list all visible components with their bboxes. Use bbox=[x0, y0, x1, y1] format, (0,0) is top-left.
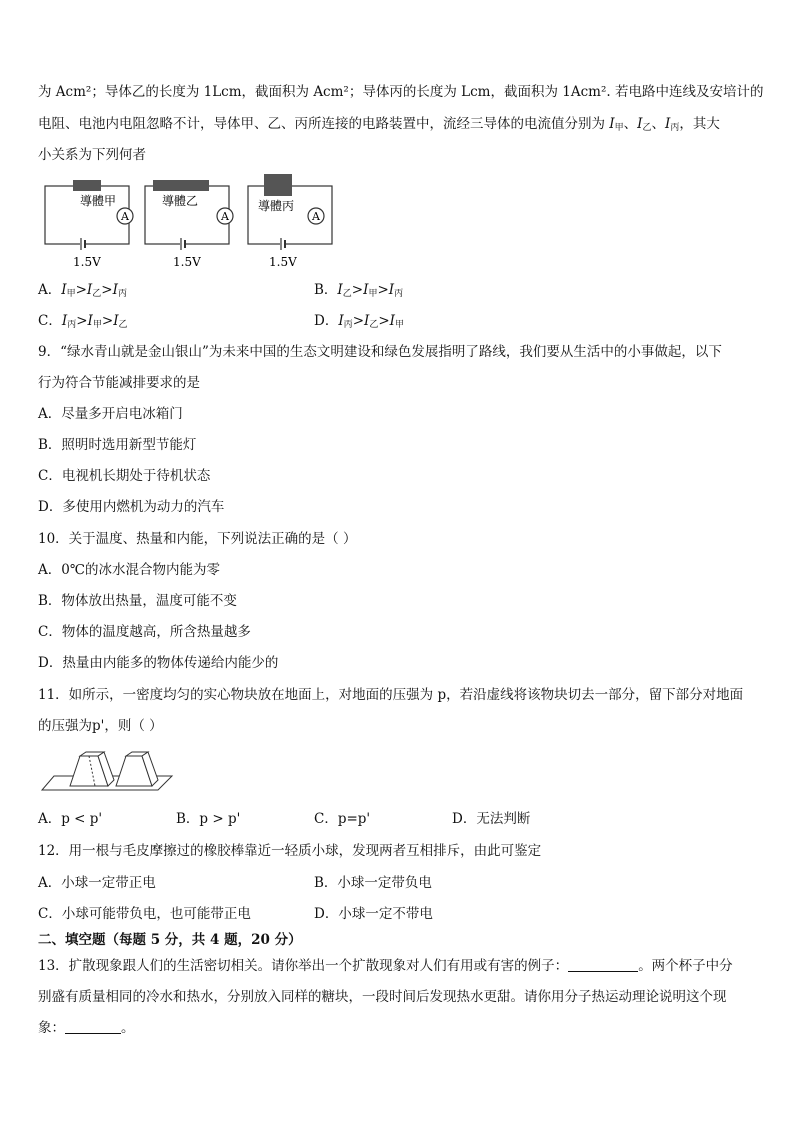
q12-options-row1 bbox=[38, 873, 758, 893]
q9-stem-line2: 行为符合节能减排要求的是 bbox=[38, 375, 200, 391]
ammeter-label: A bbox=[121, 210, 129, 223]
q12-option-b[interactable]: B．小球一定带负电 bbox=[314, 875, 432, 891]
q11-option-b[interactable]: B．p > p' bbox=[176, 811, 241, 827]
current-symbol: I bbox=[609, 116, 615, 132]
section-heading: 二、填空题（每题 5 分，共 4 题，20 分） bbox=[38, 932, 302, 948]
circuit-bing bbox=[248, 174, 332, 269]
q12-option-a[interactable]: A．小球一定带正电 bbox=[38, 875, 156, 891]
q11-option-c[interactable]: C．p=p' bbox=[314, 811, 371, 827]
q12-option-c[interactable]: C．小球可能带负电，也可能带正电 bbox=[38, 906, 251, 922]
conductor-label: 導體甲 bbox=[80, 194, 117, 208]
current-symbol: I bbox=[665, 116, 671, 132]
voltage-label: 1.5V bbox=[269, 255, 297, 269]
q13-answer-blank-2[interactable] bbox=[65, 1019, 121, 1034]
q8-stem-end: ，其大 bbox=[679, 116, 720, 132]
q8-stem-line1: 为 Acm²；导体乙的长度为 1Lcm，截面积为 Acm²；导体丙的长度为 Lcm，截面积为 1Acm². 若电路中连线及安培计的 bbox=[38, 84, 764, 100]
q11-option-a[interactable]: A．p < p' bbox=[38, 811, 103, 827]
q10-option-a[interactable]: A．0℃的冰水混合物内能为零 bbox=[38, 562, 220, 578]
q11-options bbox=[38, 809, 758, 829]
conductor-bing bbox=[264, 174, 292, 196]
q11-stem-line2: 的压强为p'，则（ ） bbox=[38, 718, 163, 734]
q9-option-b[interactable]: B．照明时选用新型节能灯 bbox=[38, 437, 197, 453]
ammeter-label: A bbox=[221, 210, 229, 223]
q10-stem: 10．关于温度、热量和内能，下列说法正确的是（ ） bbox=[38, 531, 357, 547]
conductor-label: 導體乙 bbox=[162, 194, 199, 208]
q9-option-d[interactable]: D．多使用内燃机为动力的汽车 bbox=[38, 499, 225, 515]
q12-stem: 12．用一根与毛皮摩擦过的橡胶棒靠近一轻质小球，发现两者互相排斥，由此可鉴定 bbox=[38, 843, 542, 859]
q10-option-c[interactable]: C．物体的温度越高，所含热量越多 bbox=[38, 624, 251, 640]
q9-option-a[interactable]: A．尽量多开启电冰箱门 bbox=[38, 406, 183, 422]
voltage-label: 1.5V bbox=[173, 255, 201, 269]
circuit-figure bbox=[40, 172, 340, 272]
q13-text: 。两个杯子中分 bbox=[638, 958, 733, 974]
block-figure bbox=[40, 748, 180, 798]
circuit-yi bbox=[145, 180, 233, 269]
q8-option-b[interactable]: B．$I_乙>I_甲>I_丙$ bbox=[314, 282, 404, 299]
conductor-yi bbox=[153, 180, 209, 191]
q10-option-d[interactable]: D．热量由内能多的物体传递给内能少的 bbox=[38, 655, 279, 671]
q10-option-b[interactable]: B．物体放出热量，温度可能不变 bbox=[38, 593, 237, 609]
q12-options-row2 bbox=[38, 904, 758, 924]
q8-stem-line2: 电阻、电池内电阻忽略不计，导体甲、乙、丙所连接的电路装置中，流经三导体的电流值分别为 $I_甲$、$I_乙$、$I_丙$，其大 bbox=[38, 116, 720, 133]
q8-options-row2 bbox=[38, 311, 758, 331]
q9-option-c[interactable]: C．电视机长期处于待机状态 bbox=[38, 468, 211, 484]
q8-option-c[interactable]: C．$I_丙>I_甲>I_乙$ bbox=[38, 313, 128, 330]
q13-line3 bbox=[38, 1019, 135, 1037]
current-sub: 丙 bbox=[670, 123, 680, 133]
q13-text: 象： bbox=[38, 1020, 65, 1036]
q9-stem-line1: 9．“绿水青山就是金山银山”为未来中国的生态文明建设和绿色发展指明了路线，我们要从生活中的小事做起，以下 bbox=[38, 344, 722, 360]
q13-text: 。 bbox=[121, 1020, 135, 1036]
q8-stem-line3: 小关系为下列何者 bbox=[38, 147, 146, 163]
current-sub: 甲 bbox=[614, 123, 624, 133]
q13-line2: 别盛有质量相同的冷水和热水，分别放入同样的糖块，一段时间后发现热水更甜。请你用分子热运动理论说明这个现 bbox=[38, 989, 727, 1005]
q8-options-row1 bbox=[38, 280, 758, 300]
q13-line1 bbox=[38, 957, 733, 975]
conductor-jia bbox=[73, 180, 101, 191]
conductor-label: 導體丙 bbox=[258, 199, 295, 213]
q8-option-a[interactable]: A．$I_甲>I_乙>I_丙$ bbox=[38, 282, 127, 299]
ammeter-label: A bbox=[312, 210, 320, 223]
q8-stem-text: 电阻、电池内电阻忽略不计，导体甲、乙、丙所连接的电路装置中，流经三导体的电流值分别为 bbox=[38, 116, 605, 132]
current-sub: 乙 bbox=[642, 123, 652, 133]
q11-option-d[interactable]: D．无法判断 bbox=[452, 811, 531, 827]
circuit-jia bbox=[45, 180, 133, 269]
q12-option-d[interactable]: D．小球一定不带电 bbox=[314, 906, 433, 922]
q8-option-d[interactable]: D．$I_丙>I_乙>I_甲$ bbox=[314, 313, 405, 330]
voltage-label: 1.5V bbox=[73, 255, 101, 269]
q13-answer-blank-1[interactable] bbox=[568, 957, 638, 972]
current-symbol: I bbox=[637, 116, 643, 132]
q11-stem-line1: 11．如所示，一密度均匀的实心物块放在地面上，对地面的压强为 p，若沿虚线将该物块切去一部分，留下部分对地面 bbox=[38, 687, 744, 703]
q13-text: 13．扩散现象跟人们的生活密切相关。请你举出一个扩散现象对人们有用或有害的例子： bbox=[38, 958, 569, 974]
